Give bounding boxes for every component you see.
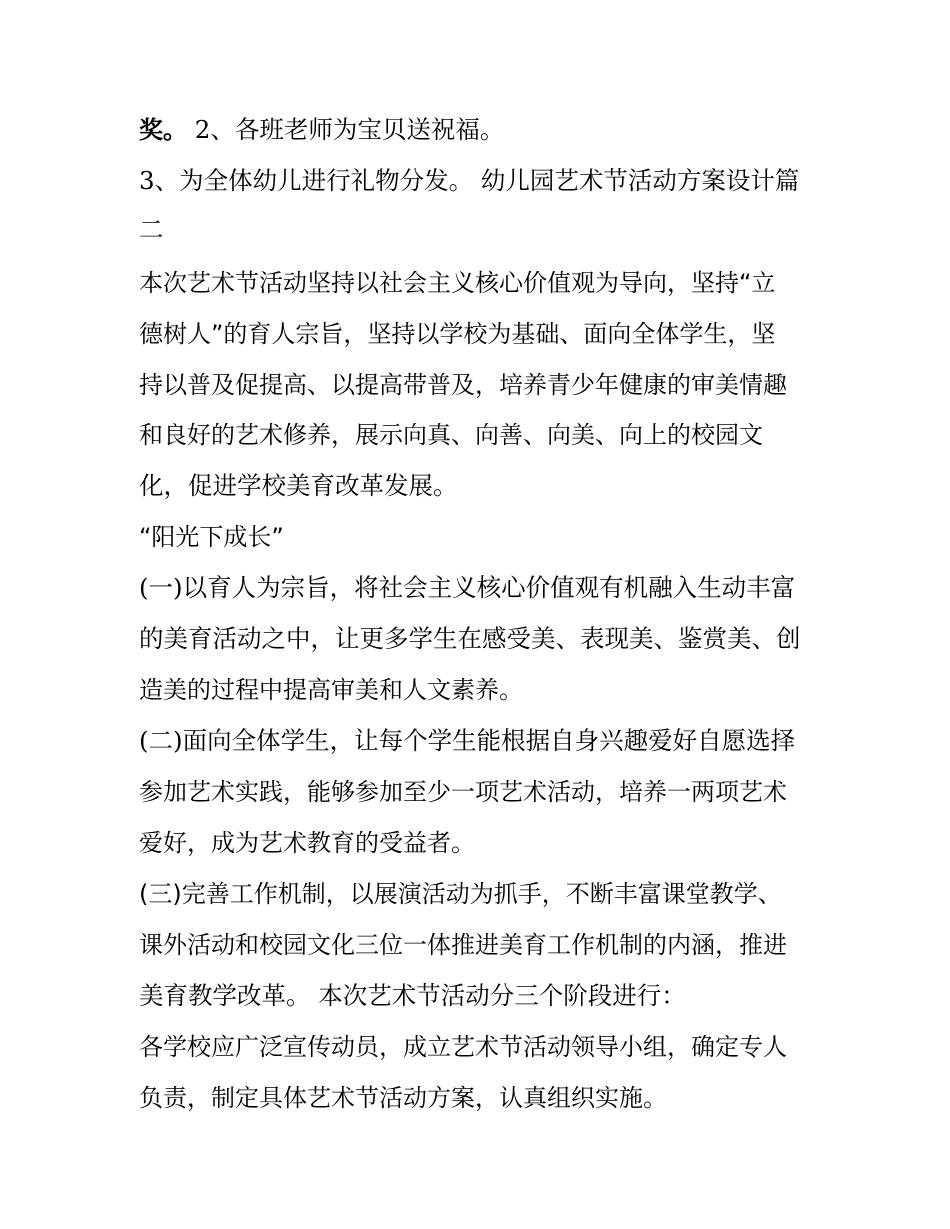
text-line-20: 负责，制定具体艺术节活动方案，认真组织实施。 xyxy=(139,1084,667,1112)
text-line-11: 的美育活动之中，让更多学生在感受美、表现美、鉴赏美、创 xyxy=(139,624,801,653)
text-line-14: 参加艺术实践，能够参加至少一项艺术活动，培养一两项艺术 xyxy=(139,778,787,806)
text-line-3: 二 xyxy=(139,215,164,244)
text-line-15: 爱好，成为艺术教育的受益者。 xyxy=(139,829,475,857)
text-line-19: 各学校应广泛宣传动员，成立艺术节活动领导小组，确定专人 xyxy=(139,1033,787,1061)
text-line-8: 化，促进学校美育改革发展。 xyxy=(139,471,458,500)
text-line-6: 持以普及促提高、以提高带普及，培养青少年健康的审美情趣 xyxy=(139,371,787,399)
text-line-1-rest: 2、各班老师为宝贝送祝福。 xyxy=(187,115,505,144)
text-line-12: 造美的过程中提高审美和人文素养。 xyxy=(139,676,523,704)
text-line-10: (一)以育人为宗旨，将社会主义核心价值观有机融入生动丰富 xyxy=(139,573,796,602)
text-line-9: “阳光下成长” xyxy=(139,523,284,551)
text-line-4: 本次艺术节活动坚持以社会主义核心价值观为导向，坚持“立 xyxy=(139,269,776,297)
text-line-5: 德树人”的育人宗旨，坚持以学校为基础、面向全体学生，坚 xyxy=(139,320,776,348)
text-line-13: (二)面向全体学生，让每个学生能根据自身兴趣爱好自愿选择 xyxy=(139,726,796,755)
text-line-16: (三)完善工作机制，以展演活动为抓手，不断丰富课堂教学、 xyxy=(139,880,782,908)
text-line-2: 3、为全体幼儿进行礼物分发。 幼儿园艺术节活动方案设计篇 xyxy=(139,166,800,195)
text-line-1 xyxy=(139,113,829,147)
text-line-17: 课外活动和校园文化三位一体推进美育工作机制的内涵，推进 xyxy=(139,931,787,959)
text-line-7: 和良好的艺术修养，展示向真、向善、向美、向上的校园文 xyxy=(139,421,763,449)
text-line-1-lead: 奖。 xyxy=(139,116,187,144)
text-line-18: 美育教学改革。 本次艺术节活动分三个阶段进行： xyxy=(139,981,686,1010)
